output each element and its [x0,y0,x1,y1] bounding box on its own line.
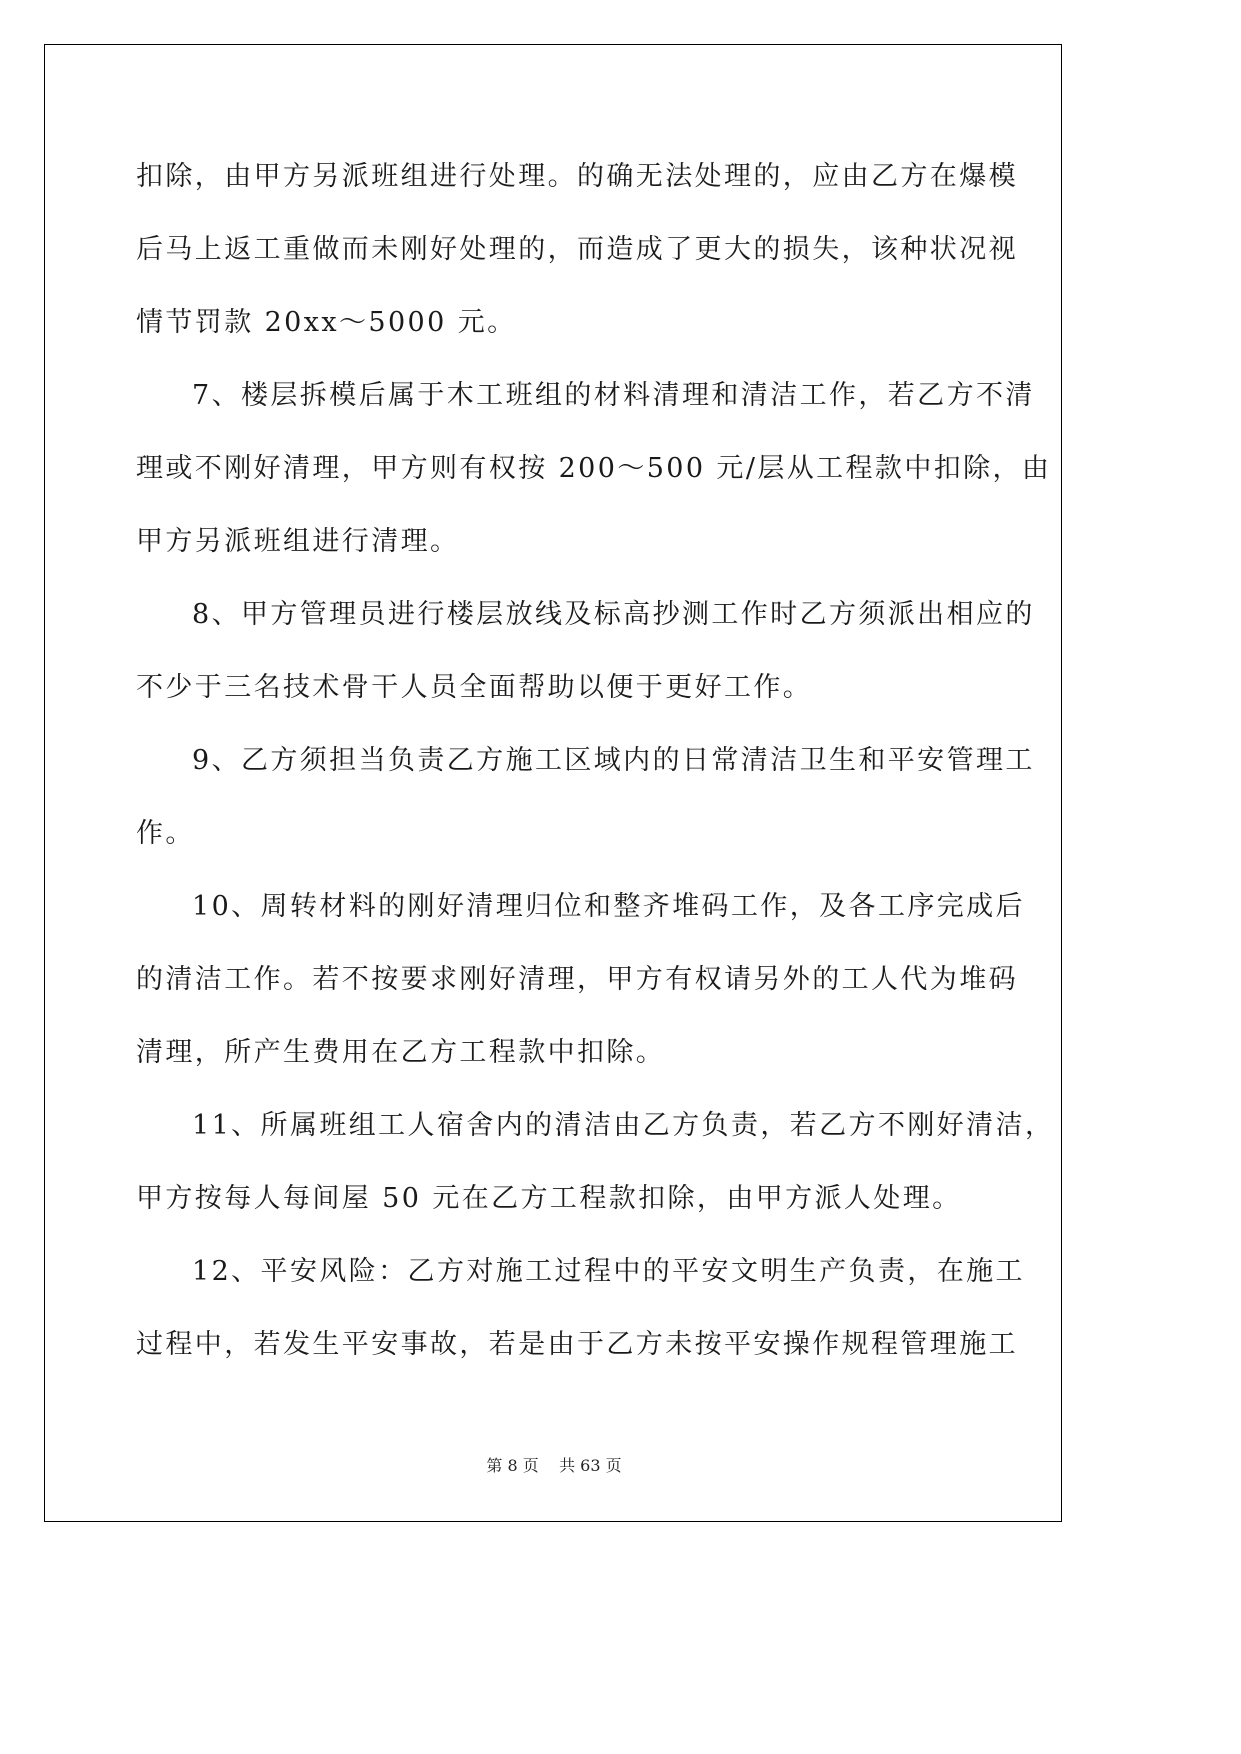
clause-10-line: 10、周转材料的刚好清理归位和整齐堆码工作，及各工序完成后 [192,891,1025,922]
footer-spacer [539,1456,559,1475]
clause-11-line: 11、所属班组工人宿舍内的清洁由乙方负责，若乙方不刚好清洁， [192,1110,1055,1141]
page-total: 共 63 页 [559,1456,622,1475]
text-line: 理或不刚好清理，甲方则有权按 200～500 元/层从工程款中扣除，由 [136,453,1052,484]
text-line: 的清洁工作。若不按要求刚好清理，甲方有权请另外的工人代为堆码 [136,964,1018,995]
text-line: 后马上返工重做而未刚好处理的，而造成了更大的损失，该种状况视 [136,234,1018,265]
clause-8-line: 8、甲方管理员进行楼层放线及标高抄测工作时乙方须派出相应的 [192,599,1035,630]
page-number: 第 8 页 [486,1456,539,1475]
text-line: 过程中，若发生平安事故，若是由于乙方未按平安操作规程管理施工 [136,1329,1018,1360]
text-line: 作。 [136,818,195,849]
text-line: 情节罚款 20xx～5000 元。 [136,307,517,338]
clause-12-line: 12、平安风险：乙方对施工过程中的平安文明生产负责，在施工 [192,1256,1025,1287]
clause-9-line: 9、乙方须担当负责乙方施工区域内的日常清洁卫生和平安管理工 [192,745,1035,776]
text-line: 不少于三名技术骨干人员全面帮助以便于更好工作。 [136,672,813,703]
document-body [136,140,1055,1381]
text-line: 甲方另派班组进行清理。 [136,526,460,557]
page-footer [0,1453,1108,1476]
body-paragraphs [136,140,1055,1381]
text-line: 扣除，由甲方另派班组进行处理。的确无法处理的，应由乙方在爆模 [136,161,1018,192]
clause-7-line: 7、楼层拆模后属于木工班组的材料清理和清洁工作，若乙方不清 [192,380,1035,411]
text-line: 甲方按每人每间屋 50 元在乙方工程款扣除，由甲方派人处理。 [136,1183,962,1214]
text-line: 清理，所产生费用在乙方工程款中扣除。 [136,1037,666,1068]
